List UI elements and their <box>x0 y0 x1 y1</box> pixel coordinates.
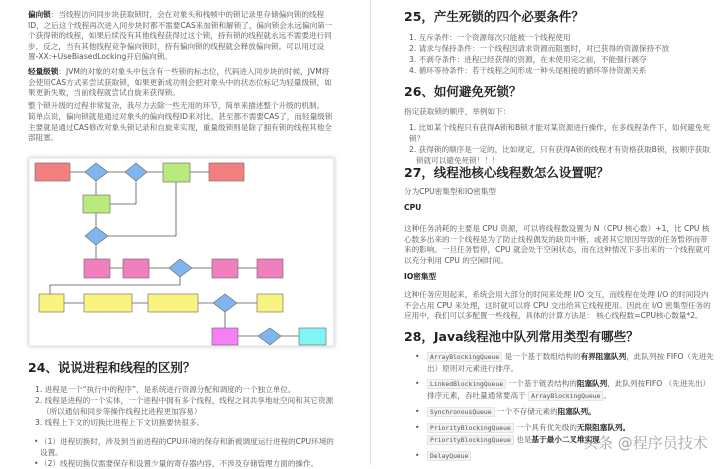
flow-box <box>257 259 283 278</box>
item-text: 。 <box>603 391 611 400</box>
paragraph-26: 指定获取锁的顺序，举例如下： <box>404 107 511 116</box>
cpu-heading: CPU <box>404 203 422 212</box>
flow-box <box>148 294 198 312</box>
paragraph-27: 分为CPU密集型和IO密集型 <box>404 187 496 196</box>
code-span: LinkedBlockingQueue <box>427 379 506 389</box>
watermark: 头条 @程序员技术 <box>583 434 708 452</box>
summary-paragraph: 简单点说，偏向锁就是通过对象头的偏向线程ID来对比，甚至都不需要CAS了，而轻量级锁主要就是通过CAS修改对象头锁记录和自旋来实现，重量级锁则是除了拥有锁的线程其他全部阻塞。 <box>28 112 333 142</box>
flow-box <box>212 328 238 345</box>
heading-26: 26、如何避免死锁？ <box>404 84 522 99</box>
bold-text: 基于最小二叉堆实现 <box>531 435 600 444</box>
list-item: 2. 线程是进程的一个实体，一个进程中拥有多个线程，线程之间共享地址空间和其它资源（所以通信和同步等操作线程比进程更加容易） <box>35 396 334 416</box>
flow-box <box>83 195 110 213</box>
list-item: 4. 循环等待条件：若干线程之间形成一种头尾相接的循环等待资源关系 <box>409 66 647 75</box>
list-item: • （2）线程切换仅需要保存和设置少量的寄存器内容，不涉及存储管理方面的操作。 <box>34 459 319 468</box>
list-item: 2. 请求与保持条件：一个线程因请求资源而阻塞时，对已获得的资源保持不放 <box>409 44 670 53</box>
code-span: SynchronousQueue <box>427 407 495 417</box>
list-item: 3. 线程上下文的切换比进程上下文切换要快很多。 <box>35 418 205 427</box>
biased-lock-label: 偏向锁 <box>28 10 51 19</box>
upgrade-paragraph: 整个锁升级的过程非常复杂，我尽力去除一些无用的环节，简单来描述整个升级的机制。 <box>28 101 325 110</box>
paragraph-text: ：JVM的对象的对象头中包含有一些锁的标志位，代码进入同步块的时候，JVM将会使用CAS方式来尝试获取锁，如果更新成功则会把对象头中的状态位标记为轻量级锁，如果更新失败，当前线程就尝试自旋来获得锁。 <box>28 67 332 97</box>
code-span: ArrayBlockingQueue <box>528 391 603 401</box>
list-26 <box>409 122 714 166</box>
flow-box <box>163 163 190 182</box>
bold-text: 阻塞队列 <box>576 379 608 388</box>
io-heading: IO密集型 <box>404 272 437 281</box>
right-page <box>370 0 720 465</box>
item-text: （1）进程切换时，涉及到当前进程的CPU环境的保存和新被调度运行进程的CPU环境的设置。 <box>40 437 334 457</box>
flow-box <box>123 259 149 278</box>
flow-box <box>84 259 110 278</box>
flow-box <box>212 259 238 278</box>
list-item: • ArrayBlockingQueue 是一个基于数组结构的有界阻塞队列，此队列按 FIFO（先进先出）原则对元素进行排序。 <box>415 352 714 373</box>
flow-box <box>84 294 132 312</box>
flow-box <box>35 163 70 181</box>
heading-24: 24、说说进程和线程的区别？ <box>28 360 196 375</box>
cpu-paragraph: 这种任务消耗的主要是 CPU 资源，可以将线程数设置为 N（CPU 核心数）+1，比 CPU 核心数多出来的一个线程是为了防止线程偶发的缺页中断，或者其它原因导致的任务暂停而带来的影响。一旦任务暂停，CPU 就会处于空闲状态，而在这种情况下多出来的一个线程就可以充分利用 CPU 的空闲时间。 <box>404 224 711 265</box>
list-item: • SynchronousQueue 一个不存储元素的阻塞队列。 <box>415 407 596 416</box>
flow-box <box>299 328 326 345</box>
item-text: ，此队列按FIFO （先进先出） 排序元素，吞吐量通常要高于 <box>427 379 711 400</box>
list-item: 1. 比如某个线程只有获得A锁和B锁才能对某资源进行操作，在多线程条件下，如何避免死锁？ <box>409 123 711 143</box>
item-text: 一个基于链表结构的 <box>506 379 577 388</box>
bold-text: 阻塞队列。 <box>557 407 596 416</box>
bold-text: 有界阻塞队列 <box>580 352 627 361</box>
code-span: ArrayBlockingQueue <box>427 352 502 362</box>
list-item: 3. 不剥夺条件：进程已经获得的资源，在未使用完之前，不能强行剥夺 <box>409 55 647 64</box>
list-item: • LinkedBlockingQueue 一个基于链表结构的阻塞队列，此队列按FIFO （先进先出） 排序元素，吞吐量通常要高于 ArrayBlockingQueue 。 <box>415 379 711 400</box>
lock-upgrade-flowchart <box>0 0 345 350</box>
item-text: 也是 <box>513 435 532 444</box>
lightweight-lock-label: 轻量级锁 <box>28 67 59 76</box>
list-item: 1. 互斥条件：一个资源每次只能被一个线程使用 <box>409 33 571 42</box>
flow-box <box>209 163 244 181</box>
list-item: • （1）进程切换时，涉及到当前进程的CPU环境的保存和新被调度运行进程的CPU环境的设置。 <box>34 437 334 457</box>
bullet-list-24 <box>34 436 340 469</box>
list-25 <box>409 32 709 76</box>
code-span: DelayQueue <box>427 451 471 461</box>
item-text: 一个不存储元素的 <box>494 407 558 416</box>
flow-box <box>257 294 283 312</box>
heading-28: 28，Java线程池中队列常用类型有哪些？ <box>404 329 639 344</box>
item-text: 一个具有优先级的 <box>513 423 577 432</box>
list-item: • DelayQueue <box>427 450 719 462</box>
item-text: 是一个基于数组结构的 <box>502 352 581 361</box>
list-24 <box>35 384 335 428</box>
list-item: 1. 进程是一个“执行中的程序”，是系统进行资源分配和调度的一个独立单位。 <box>35 385 296 394</box>
code-span: PriorityBlockingQueue <box>427 435 514 445</box>
heading-25: 25，产生死锁的四个必要条件？ <box>404 9 584 24</box>
io-paragraph: 这种任务应用起来，系统会用大部分的时间来处理 I/O 交互，而线程在处理 I/O 的时间段内不会占用 CPU 来处理，这时就可以将 CPU 交出给其它线程使用。因此在 I/O 密集型任务的应用中，我们可以多配置一些线程，具体的计算方法是： 核心线程数=CPU核心数量*2。 <box>404 290 711 320</box>
paragraph-text: ：当线程访问同步块获取锁时，会在对象头和栈帧中的锁记录里存储偏向锁的线程ID，之后这个线程再次进入同步块时都不需要CAS来加锁和解锁了，偏向锁会永远偏向第一个获得锁的线程，如果后续没有其他线程获得过这个锁，持有锁的线程就永远不需要进行同步，反之，当有其他线程竞争偏向锁时，持有偏向锁的线程就会释放偏向锁。可以用过设置-XX:+UseBiasedLocking开启偏向锁。 <box>28 10 333 61</box>
heading-27: 27，线程池核心线程数怎么设置呢？ <box>404 165 609 180</box>
item-text: ，此队列按 FIFO（先进先出）原则对元素进行排序。 <box>427 352 714 373</box>
item-text: （2）线程切换仅需要保存和设置少量的寄存器内容，不涉及存储管理方面的操作。 <box>40 459 319 468</box>
code-span: PriorityBlockingQueue <box>427 423 514 433</box>
list-item: 2. 获得锁的顺序是一定的，比如规定，只有获得A锁的线程才有资格获取B锁，按顺序获取锁就可以避免死锁！！！ <box>409 145 711 165</box>
bold-text: 无限阻塞队列。 <box>576 423 631 432</box>
flow-box <box>39 294 64 312</box>
list-item: • PriorityBlockingQueue 一个具有优先级的无限阻塞队列。 PriorityBlockingQueue 也是基于最小二叉堆实现 <box>415 423 631 444</box>
